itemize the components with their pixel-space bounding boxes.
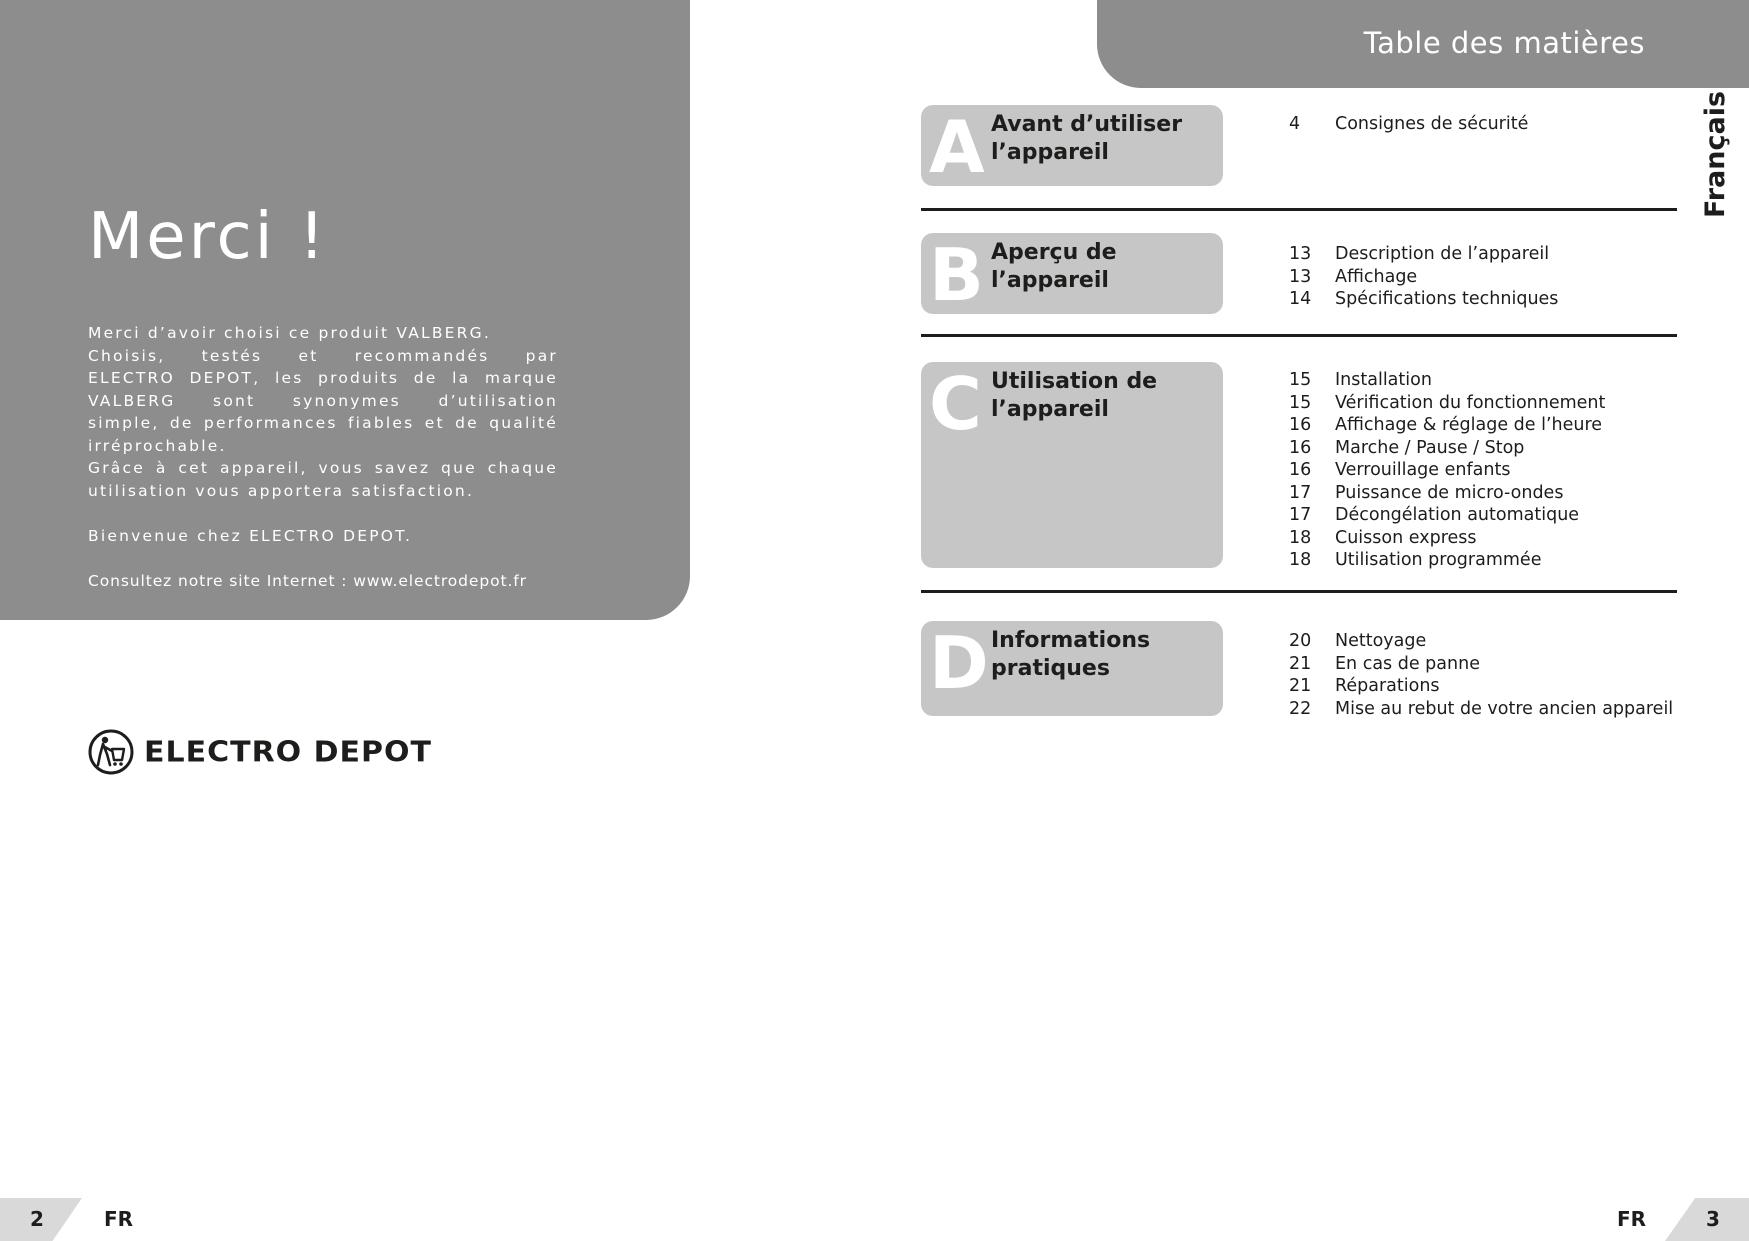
- toc-entry-label: Cuisson express: [1335, 527, 1477, 548]
- toc-entry-label: Affichage: [1335, 266, 1418, 287]
- toc-entry-label: Verrouillage enfants: [1335, 460, 1511, 480]
- toc-entry-label: Décongélation automatique: [1335, 505, 1580, 525]
- toc-entry[interactable]: [1289, 437, 1605, 460]
- section-divider: [921, 334, 1677, 337]
- footer-page-number-left: 2: [30, 1207, 44, 1231]
- section-entries-c: [1289, 369, 1605, 572]
- website-line: Consultez notre site Internet : www.electrodepot.fr: [88, 571, 527, 590]
- section-letter: D: [929, 621, 989, 705]
- logo-wordmark: ELECTRO DEPOT: [144, 735, 432, 769]
- section-entries-d: [1289, 630, 1673, 720]
- thank-you-line: irréprochable.: [88, 436, 227, 455]
- section-card-d[interactable]: [921, 621, 1223, 716]
- toc-entry-page: 14: [1289, 289, 1312, 309]
- language-tab-label: Français: [1700, 90, 1731, 218]
- toc-entry[interactable]: [1289, 369, 1605, 392]
- thank-you-line: VALBERG sont synonymes d’utilisation: [88, 391, 558, 410]
- toc-entry-page: 18: [1289, 550, 1312, 570]
- toc-entry[interactable]: [1289, 113, 1528, 136]
- toc-entry-page: 16: [1289, 460, 1312, 480]
- toc-entry-page: 21: [1289, 676, 1312, 696]
- toc-entry-page: 17: [1289, 482, 1312, 503]
- toc-entry-page: 16: [1289, 437, 1312, 458]
- toc-entry[interactable]: [1289, 630, 1673, 653]
- section-card-a[interactable]: [921, 105, 1223, 189]
- thank-you-line: simple, de performances fiables et de qualité: [88, 414, 558, 432]
- toc-entry-page: 18: [1289, 527, 1312, 548]
- toc-entry-label: Utilisation programmée: [1335, 550, 1542, 570]
- toc-entry-page: 20: [1289, 631, 1312, 651]
- thank-you-line: Grâce à cet appareil, vous savez que chaque: [88, 459, 558, 477]
- toc-entry-label: Vérification du fonctionnement: [1335, 392, 1606, 413]
- shopper-cart-icon: [88, 729, 134, 775]
- toc-entry[interactable]: [1289, 549, 1605, 572]
- toc-entry[interactable]: [1289, 482, 1605, 505]
- section-entries-b: [1289, 243, 1558, 311]
- section-title: Aperçu de l’appareil: [991, 240, 1117, 293]
- toc-entry-label: Installation: [1335, 370, 1432, 390]
- section-divider: [921, 208, 1677, 211]
- toc-entry-page: 13: [1289, 266, 1312, 287]
- toc-entry-label: En cas de panne: [1335, 653, 1480, 674]
- toc-entry-page: 15: [1289, 370, 1312, 390]
- section-entries-a: [1289, 113, 1528, 136]
- toc-entry-page: 21: [1289, 653, 1312, 674]
- toc-entry[interactable]: [1289, 392, 1605, 415]
- thank-you-panel: [0, 0, 690, 620]
- toc-entry[interactable]: [1289, 675, 1673, 698]
- toc-entry-page: 4: [1289, 114, 1301, 134]
- section-divider: [921, 590, 1677, 593]
- toc-entry-label: Nettoyage: [1335, 631, 1427, 651]
- section-letter: C: [929, 362, 982, 446]
- thank-you-line: ELECTRO DEPOT, les produits de la marque: [88, 369, 558, 387]
- toc-entry-label: Description de l’appareil: [1335, 244, 1550, 264]
- toc-entry-label: Affichage & réglage de l’heure: [1335, 415, 1603, 435]
- thank-you-title: Merci !: [88, 200, 328, 274]
- toc-entry[interactable]: [1289, 698, 1673, 721]
- footer-page-number-right: 3: [1706, 1207, 1720, 1231]
- thank-you-line: Choisis, testés et recommandés par: [88, 346, 558, 365]
- section-letter: B: [929, 233, 984, 317]
- toc-entry-label: Réparations: [1335, 676, 1440, 696]
- toc-entry-page: 16: [1289, 415, 1312, 435]
- toc-entry-page: 22: [1289, 698, 1312, 719]
- section-card-b[interactable]: [921, 233, 1223, 317]
- toc-header: [1097, 0, 1749, 88]
- electro-depot-logo: [88, 728, 432, 776]
- welcome-line: Bienvenue chez ELECTRO DEPOT.: [88, 526, 413, 545]
- toc-entry[interactable]: [1289, 243, 1558, 266]
- toc-entry-label: Consignes de sécurité: [1335, 114, 1529, 134]
- toc-entry[interactable]: [1289, 527, 1605, 550]
- section-title: Utilisation de l’appareil: [991, 369, 1158, 422]
- section-title: Informations pratiques: [991, 628, 1151, 681]
- toc-entry-page: 15: [1289, 392, 1312, 413]
- toc-entry[interactable]: [1289, 266, 1558, 289]
- thank-you-line: Merci d’avoir choisi ce produit VALBERG.: [88, 324, 491, 342]
- thank-you-text: [88, 322, 558, 592]
- toc-entry[interactable]: [1289, 504, 1605, 527]
- toc-entry[interactable]: [1289, 653, 1673, 676]
- toc-title: Table des matières: [1363, 26, 1645, 60]
- toc-entry-page: 13: [1289, 244, 1312, 264]
- footer-language-right: FR: [1617, 1207, 1647, 1231]
- footer-language-left: FR: [104, 1207, 134, 1231]
- toc-entry-label: Mise au rebut de votre ancien appareil: [1335, 698, 1674, 719]
- toc-entry[interactable]: [1289, 459, 1605, 482]
- toc-entry-label: Puissance de micro-ondes: [1335, 482, 1564, 503]
- toc-entry-page: 17: [1289, 505, 1312, 525]
- thank-you-line: utilisation vous apportera satisfaction.: [88, 481, 475, 500]
- toc-entry[interactable]: [1289, 414, 1605, 437]
- toc-entry-label: Spécifications techniques: [1335, 289, 1559, 309]
- section-title: Avant d’utiliser l’appareil: [991, 112, 1183, 165]
- toc-entry[interactable]: [1289, 288, 1558, 311]
- section-letter: A: [929, 105, 985, 189]
- toc-entry-label: Marche / Pause / Stop: [1335, 437, 1525, 458]
- section-card-c[interactable]: [921, 362, 1223, 568]
